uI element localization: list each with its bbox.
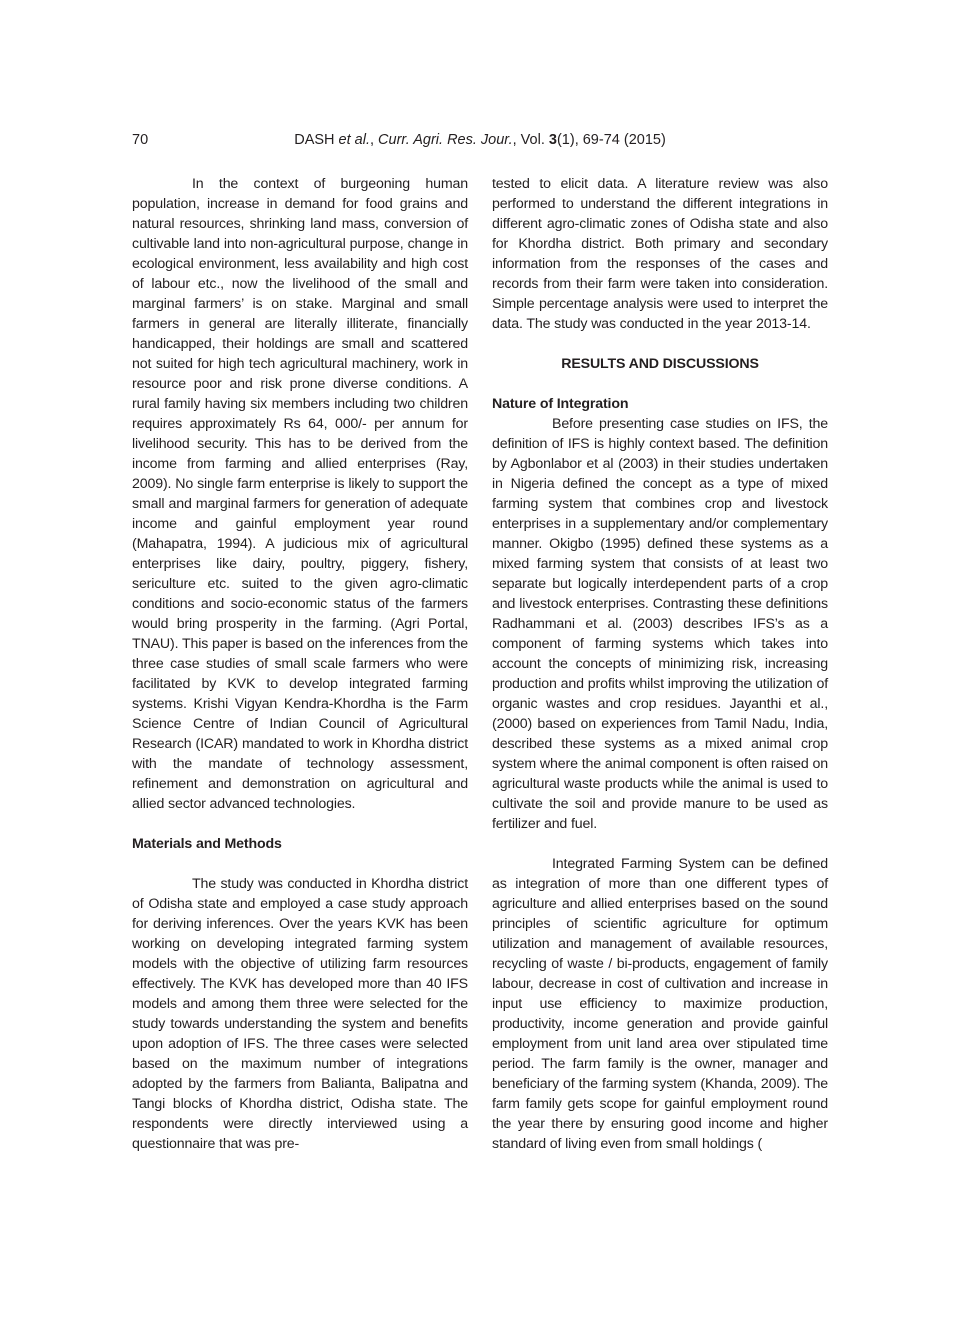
running-head — [0, 130, 960, 150]
methods-heading: Materials and Methods — [132, 836, 282, 852]
methods-paragraph: The study was conducted in Khordha district of Odisha state and employed a case study approach for deriving inferences. Over the years KVK has been working on developing integrated farming system models with the objective of utilizing farm resources effectively. The KVK has developed more than 40 IFS models and among them three were selected for the study towards understanding the system and benefits upon adoption of IFS. The three cases were selected based on the maximum number of integrations adopted by the farmers from Balianta, Balipatna and Tangi blocks of Khordha district, Odisha state. The respondents were directly interviewed using a questionnaire that was pre- — [132, 876, 468, 1152]
journal-citation: DASH et al., Curr. Agri. Res. Jour., Vol. 3(1), 69-74 (2015) — [294, 132, 666, 148]
right-column — [492, 174, 828, 1154]
ifs-definition-paragraph: Integrated Farming System can be defined as integration of more than one different types of agriculture and allied enterprises based on the sound principles of scientific agriculture for optimum utilization and management of available resources, recycling of waste / bi-products, engagement of family labour, decrease in cost of cultivation and increase in input use efficiency to maximize production, productivity, income generation and provide gainful employment from unit land area over stipulated time period. The farm family is the owner, manager and beneficiary of the farming system (Khanda, 2009). The farm family gets scope for gainful employment round the year there by ensuring good income and higher standard of living even from small holdings ( — [492, 856, 828, 1152]
author-name: DASH — [294, 132, 335, 148]
results-heading: RESULTS AND DISCUSSIONS — [561, 356, 759, 372]
integration-paragraph: Before presenting case studies on IFS, the definition of IFS is highly context based. The definition by Agbonlabor et al (2003) in their studies undertaken in Nigeria defined the concept as a type of mixed farming system that combines crop and livestock enterprises in a supplementary and/or complementary manner. Okigbo (1995) defined these systems as a mixed farming system that consists of at least two separate but logically interdependent parts of a crop and livestock enterprises. Contrasting these definitions Radhammani et al. (2003) describes IFS’s as a component of farming systems which takes into account the concepts of minimizing risk, increasing production and profits whilst improving the utilization of organic wastes and crop residues. Jayanthi et al., (2000) based on experiences from Tamil Nadu, India, described these systems as a mixed animal crop system where the animal component is often raised on agricultural waste products while the animal is used to cultivate the soil and provide manure to be used as fertilizer and fuel. — [492, 416, 828, 832]
integration-heading: Nature of Integration — [492, 396, 629, 412]
intro-paragraph: In the context of burgeoning human population, increase in demand for food grains and natural resources, shrinking land mass, conversion of cultivable land into non-agricultural purpose, change in ecological environment, less availability and high cost of labour etc., now the livelihood of the small and marginal farmers’ is on stake. Marginal and small farmers in general are literally illiterate, financially handicapped, their holdings are small and scattered not suited for high tech agricultural machinery, work in resource poor and risk prone diverse conditions. A rural family having six members including two children requires approximately Rs 64, 000/- per annum for livelihood security. This has to be derived from the income from farming and allied enterprises (Ray, 2009). No single farm enterprise is likely to support the small and marginal farmers for generation of adequate income and gainful employment year round (Mahapatra, 1994). A judicious mix of agricultural enterprises like dairy, poultry, piggery, fishery, sericulture etc. suited to the given agro-climatic conditions and socio-economic status of the farmers would bring prosperity in the farming. (Agri Portal, TNAU). This paper is based on the inferences from the three case studies of small scale farmers who were facilitated by KVK to develop integrated farming systems. Krishi Vigyan Kendra-Khordha is the Farm Science Centre of Indian Council of Agricultural Research (ICAR) mandated to work in Khordha district with the mandate of technology assessment, refinement and demonstration on agricultural and allied sector advanced technologies. — [132, 176, 468, 812]
volume-number: 3 — [548, 132, 557, 148]
volume-label: Vol. — [520, 132, 545, 148]
journal-name: Curr. Agri. Res. Jour. — [378, 132, 513, 148]
methods-continued-paragraph: tested to elicit data. A literature review was also performed to understand the different integrations in different agro-climatic zones of Odisha state and also for Khordha district. Both primary and secondary information from the responses of the cases and records from their farm were taken into consideration. Simple percentage analysis were used to interpret the data. The study was conducted in the year 2013-14. — [492, 176, 828, 332]
issue-pages-year: (1), 69-74 (2015) — [556, 132, 666, 148]
page-number: 70 — [132, 132, 149, 148]
et-al: et al. — [338, 132, 370, 148]
left-column — [132, 174, 468, 1154]
